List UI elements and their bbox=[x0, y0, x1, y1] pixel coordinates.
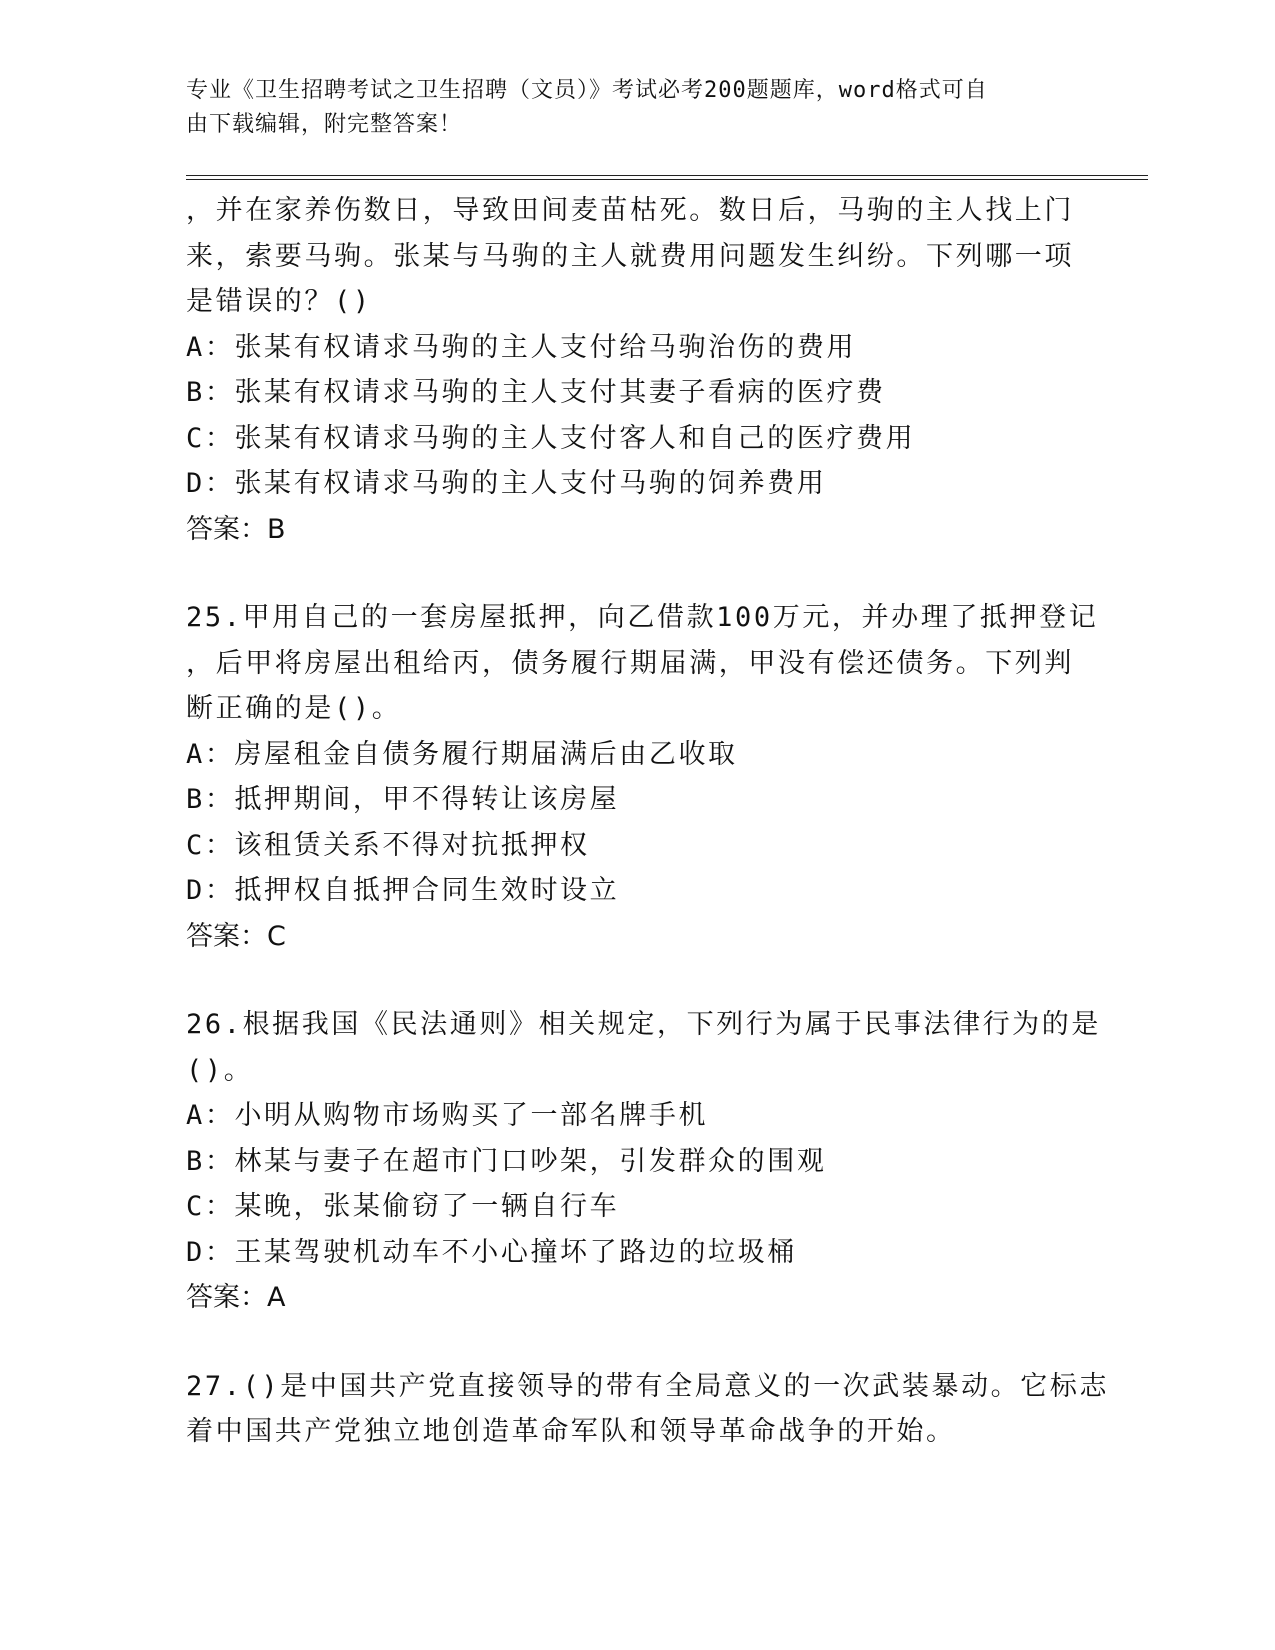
question-spacer bbox=[186, 552, 1086, 595]
question-stem-line: 断正确的是()。 bbox=[186, 693, 402, 724]
answer-line: 答案：A bbox=[186, 1282, 286, 1313]
option-b: B：林某与妻子在超市门口吵架，引发群众的围观 bbox=[186, 1145, 827, 1177]
option-c: C：某晚，张某偷窃了一辆自行车 bbox=[186, 1191, 620, 1222]
question-stem-line: ，并在家养伤数日，导致田间麦苗枯死。数日后，马驹的主人找上门 bbox=[186, 195, 1074, 226]
question-27 bbox=[186, 1364, 1110, 1455]
question-stem-line: ，后甲将房屋出租给丙，债务履行期届满，甲没有偿还债务。下列判 bbox=[186, 647, 1074, 679]
option-a: A：张某有权请求马驹的主人支付给马驹治伤的费用 bbox=[186, 331, 857, 363]
question-26 bbox=[186, 1002, 1101, 1321]
answer-line: 答案：C bbox=[186, 920, 286, 952]
question-stem-line: 27.()是中国共产党直接领导的带有全局意义的一次武装暴动。它标志 bbox=[186, 1370, 1110, 1402]
option-a: A：小明从购物市场购买了一部名牌手机 bbox=[186, 1100, 709, 1131]
question-spacer bbox=[186, 959, 1086, 1002]
question-stem-line: 是错误的？() bbox=[186, 286, 372, 317]
question-stem-line: ()。 bbox=[186, 1054, 254, 1086]
option-d: D：张某有权请求马驹的主人支付马驹的饲养费用 bbox=[186, 468, 827, 499]
option-b: B：抵押期间，甲不得转让该房屋 bbox=[186, 784, 620, 815]
header-line-1: 专业《卫生招聘考试之卫生招聘（文员）》考试必考200题题库，word格式可自 bbox=[186, 78, 988, 103]
question-stem-line: 25.甲用自己的一套房屋抵押，向乙借款100万元，并办理了抵押登记 bbox=[186, 602, 1099, 633]
option-d: D：抵押权自抵押合同生效时设立 bbox=[186, 875, 620, 906]
option-d: D：王某驾驶机动车不小心撞坏了路边的垃圾桶 bbox=[186, 1236, 797, 1268]
answer-line: 答案：B bbox=[186, 513, 286, 545]
option-c: C：该租赁关系不得对抗抵押权 bbox=[186, 829, 590, 861]
question-24 bbox=[186, 188, 1086, 552]
question-stem-line: 26.根据我国《民法通则》相关规定，下列行为属于民事法律行为的是 bbox=[186, 1009, 1101, 1040]
question-list bbox=[186, 188, 1110, 1455]
question-25 bbox=[186, 595, 1099, 959]
question-stem-line: 来，索要马驹。张某与马驹的主人就费用问题发生纠纷。下列哪一项 bbox=[186, 240, 1074, 272]
header-divider bbox=[186, 175, 1148, 180]
option-a: A：房屋租金自债务履行期届满后由乙收取 bbox=[186, 738, 738, 770]
question-stem-line: 着中国共产党独立地创造革命军队和领导革命战争的开始。 bbox=[186, 1416, 956, 1447]
question-spacer bbox=[186, 1321, 1086, 1364]
option-c: C：张某有权请求马驹的主人支付客人和自己的医疗费用 bbox=[186, 422, 916, 454]
header-line-2: 由下载编辑，附完整答案！ bbox=[186, 112, 463, 137]
document-header bbox=[186, 74, 1086, 142]
option-b: B：张某有权请求马驹的主人支付其妻子看病的医疗费 bbox=[186, 377, 886, 408]
